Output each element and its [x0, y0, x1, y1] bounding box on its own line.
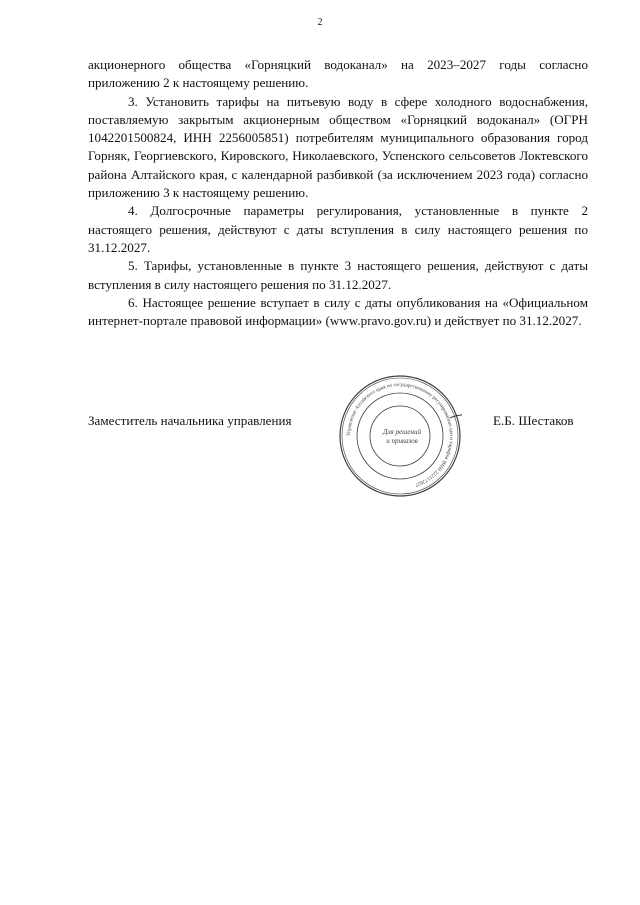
paragraph-item-6: 6. Настоящее решение вступает в силу с даты опубликования на «Официальном интернет-портале правовой информации» (www.pravo.gov.ru) и действует по 31.12.2027.: [88, 294, 588, 329]
signatory-position: Заместитель начальника управления: [88, 413, 292, 428]
document-body: [88, 56, 588, 330]
signatory-name: Е.Б. Шестаков: [493, 413, 574, 428]
paragraph-item-4: 4. Долгосрочные параметры регулирования, установленные в пункте 2 настоящего решения, действуют с даты вступления в силу настоящего решения по 31.12.2027.: [88, 203, 588, 255]
stamp-center-line-1: Для решений: [383, 428, 421, 436]
paragraph-item-5: 5. Тарифы, установленные в пункте 3 настоящего решения, действуют с даты вступления в силу настоящего решения по 31.12.2027.: [88, 258, 588, 292]
paragraph-item-3: 3. Установить тарифы на питьевую воду в сфере холодного водоснабжения, поставляемую закрытым акционерным обществом «Горняцкий водоканал» (ОГРН 1042201500824, ИНН 2256005851) потребителям муниципального образования город Горняк, Георгиевского, Кировского, Николаевского, Успенского сельсоветов Локтевского района Алтайского края, с календарной разбивкой (за исключением 2023 года) согласно приложению 3 к настоящему решению.: [88, 93, 588, 201]
stamp-center-line-2: и приказов: [386, 437, 418, 445]
stamp-ring-text: Управление Алтайского края по государственному регулированию цен и тарифов ИНН 2221172627: [345, 381, 455, 488]
official-stamp: [338, 374, 462, 498]
paragraph-continuation: акционерного общества «Горняцкий водоканал» на 2023–2027 годы согласно приложению 2 к настоящему решению.: [88, 57, 588, 91]
page-number: 2: [317, 17, 323, 28]
